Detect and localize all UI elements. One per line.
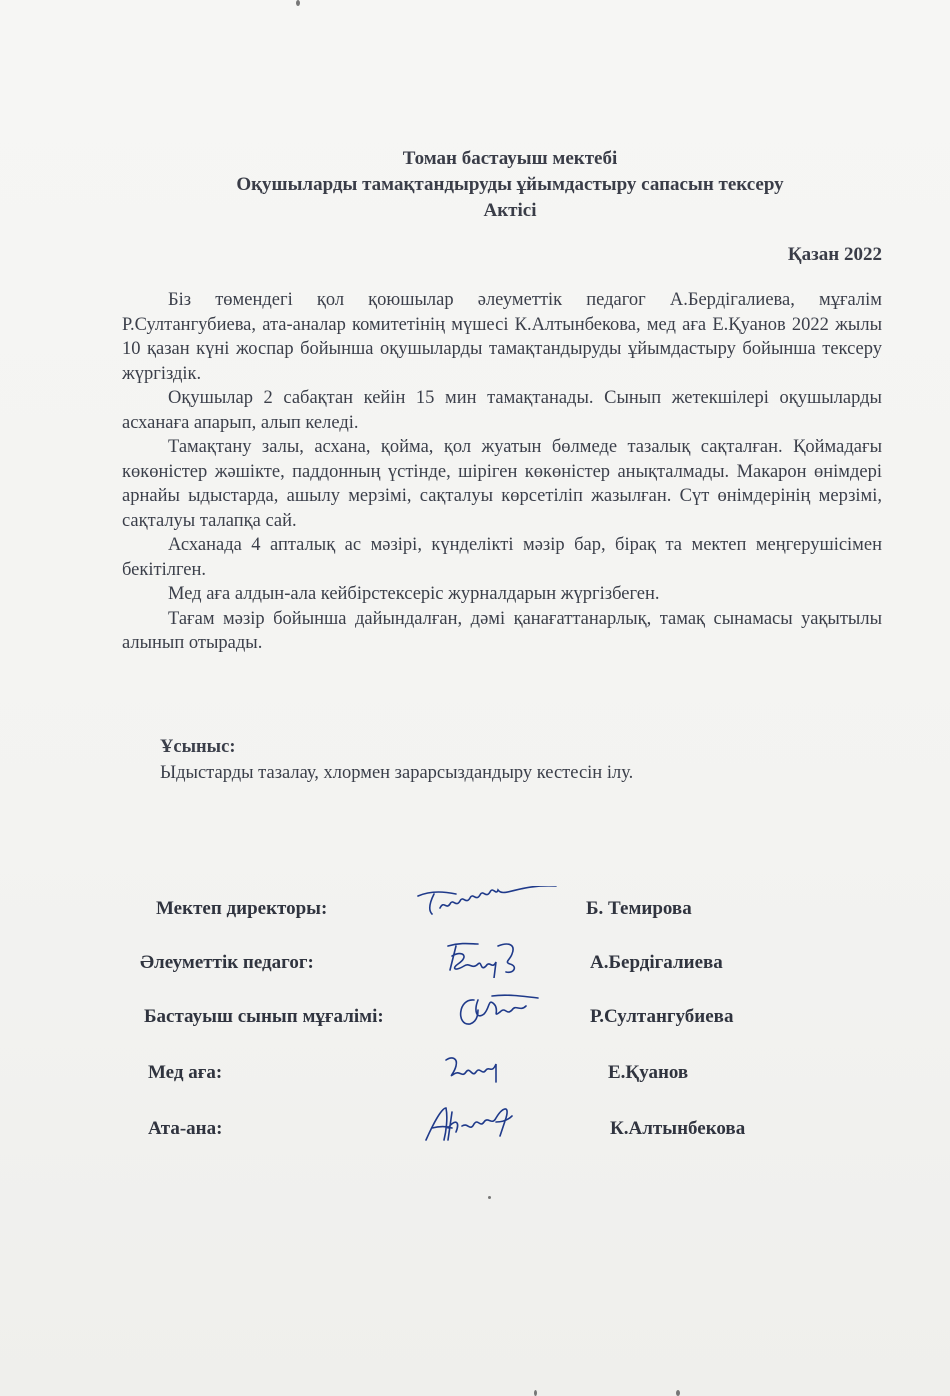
paper-speck [488, 1196, 491, 1199]
signer-name: К.Алтынбекова [610, 1118, 746, 1139]
signature-row-parent [150, 1110, 810, 1150]
school-name: Томан бастауыш мектебі [402, 148, 618, 169]
document-subject: Оқушыларды тамақтандыруды ұйымдастыру сапасын тексеру [236, 174, 784, 195]
paragraph: Тамақтану залы, асхана, қойма, қол жуатын бөлмеде тазалық сақталған. Қоймадағы көкөністер жәшікте, паддонның үстінде, шіріген көкөністер анықталмады. Макарон өнімдері арнайы ыдыстарда, ашылу мерзімі, сақталуы көрсетіліп жазылған. Сүт өнімдерінің мерзімі, сақталуы талапқа сай. [122, 437, 882, 531]
signature-row-teacher [144, 998, 810, 1038]
proposal-title: Ұсыныс: [160, 737, 236, 757]
signature-image [412, 886, 582, 920]
paper-speck [296, 0, 300, 6]
signature-image [452, 992, 552, 1034]
signer-name: Е.Қуанов [608, 1062, 689, 1083]
signature-row-medic [150, 1054, 810, 1094]
signer-role: Мектеп директоры: [156, 898, 328, 919]
signer-role: Ата-ана: [148, 1118, 223, 1139]
proposal-text: Ыдыстарды тазалау, хлормен зарарсыздандыру кестесін ілу. [160, 763, 634, 783]
signer-name: Б. Темирова [586, 898, 692, 919]
paper-speck [676, 1390, 680, 1396]
paragraph: Біз төмендегі қол қоюшылар әлеуметтік педагог А.Бердігалиева, мұғалім Р.Султангубиева, ата-аналар комитетінің мүшесі К.Алтынбекова, мед аға Е.Қуанов 2022 жылы 10 қазан күні жоспар бойынша оқушыларды тамақтандыруды ұйымдастыру бойынша тексеру жүргіздік. [122, 290, 882, 384]
proposal-section [160, 734, 880, 786]
signer-name: А.Бердігалиева [590, 952, 723, 973]
document-date: Қазан 2022 [787, 244, 882, 265]
document-body [122, 288, 882, 656]
signer-role: Мед аға: [148, 1062, 223, 1083]
signer-name: Р.Султангубиева [590, 1006, 734, 1027]
document-type: Актісі [483, 200, 537, 221]
paragraph: Асханада 4 апталық ас мәзірі, күнделікті мәзір бар, бірақ та мектеп меңгерушісімен бекітілген. [122, 535, 882, 580]
signature-row-social-pedagogue [140, 944, 810, 984]
signature-image [438, 938, 548, 978]
signer-role: Бастауыш сынып мұғалімі: [144, 1006, 384, 1027]
document-header [120, 146, 900, 224]
signer-role: Әлеуметтік педагог: [140, 952, 314, 973]
signature-image [418, 1102, 528, 1148]
paragraph: Мед аға алдын-ала кейбірстексеріс журналдарын жүргізбеген. [168, 584, 660, 604]
signature-row-director [150, 890, 810, 930]
signature-image [440, 1052, 510, 1088]
paragraph: Тағам мәзір бойынша дайындалған, дәмі қанағаттанарлық, тамақ сынамасы уақытылы алынып отырады. [122, 608, 882, 653]
paper-speck [534, 1390, 537, 1396]
paragraph: Оқушылар 2 сабақтан кейін 15 мин тамақтанады. Сынып жетекшілері оқушыларды асханаға апарып, алып келеді. [122, 388, 882, 433]
